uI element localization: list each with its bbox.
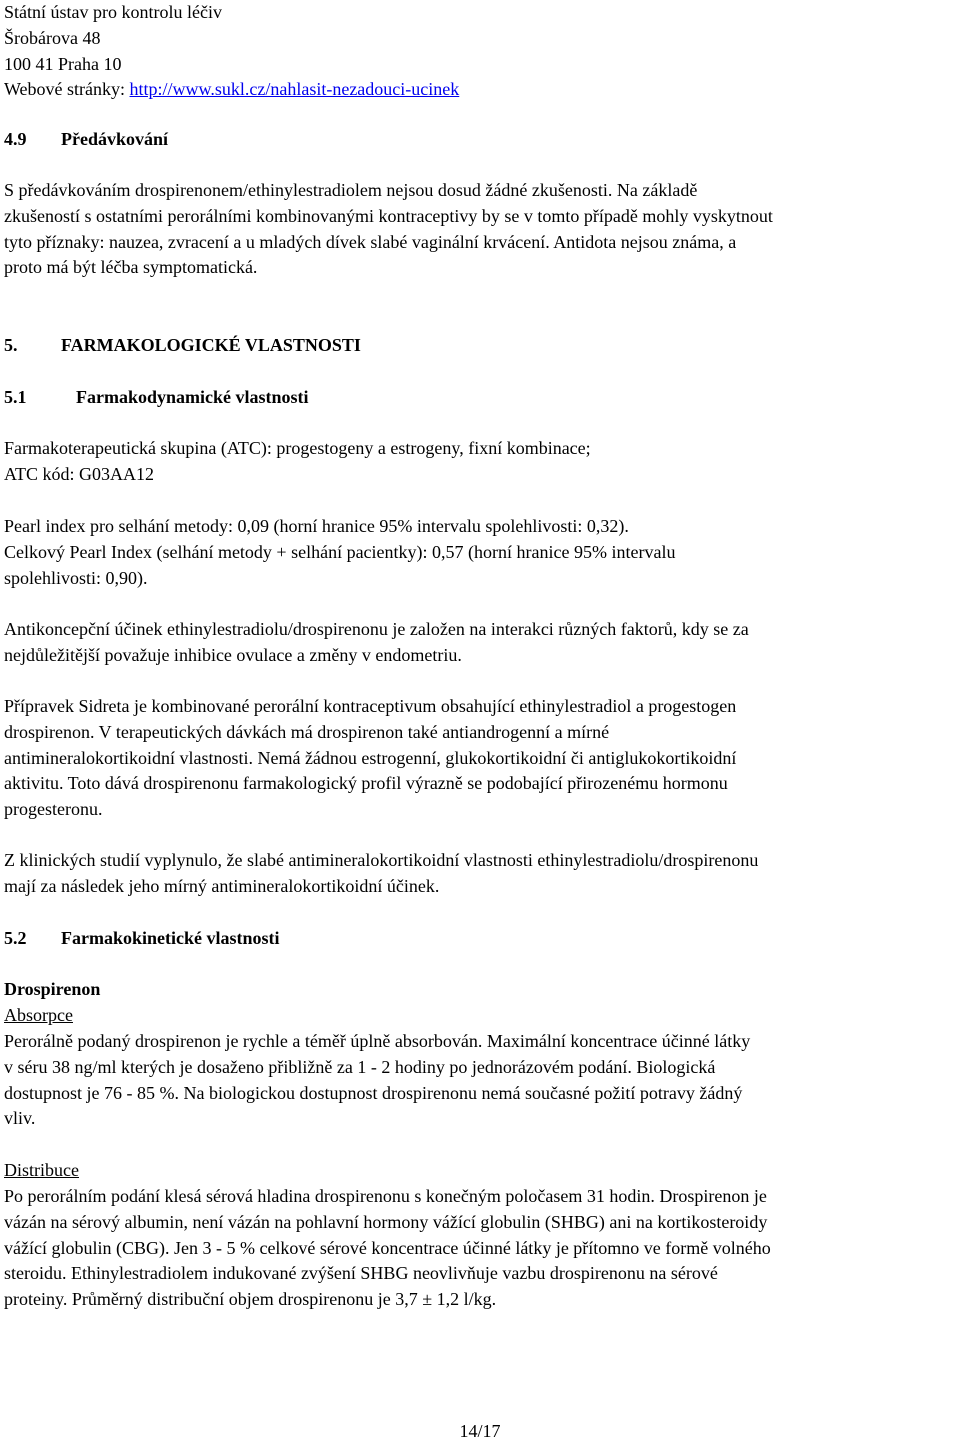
- text-line: zkušeností s ostatními perorálními kombinovanými kontraceptivy by se v tomto případě mohly vyskytnout: [4, 205, 773, 226]
- text-line: vázán na sérový albumin, není vázán na pohlavní hormony vážící globulin (SHBG) ani na kortikosteroidy: [4, 1211, 768, 1232]
- address-line: 100 41 Praha 10: [4, 53, 122, 74]
- text-line: Pearl index pro selhání metody: 0,09 (horní hranice 95% intervalu spolehlivosti: 0,32).: [4, 516, 629, 536]
- text-line: Farmakoterapeutická skupina (ATC): progestogeny a estrogeny, fixní kombinace;: [4, 438, 591, 458]
- section-5-2-heading: [4, 926, 280, 952]
- distribuce-heading: Distribuce: [4, 1160, 79, 1180]
- web-label: Webové stránky:: [4, 79, 130, 100]
- section-4-9-body: [4, 178, 773, 281]
- mechanism-paragraph: [4, 617, 749, 669]
- section-5-heading: [4, 333, 361, 359]
- text-line: proto má být léčba symptomatická.: [4, 257, 258, 278]
- pearl-index-paragraph: [4, 514, 675, 591]
- address-line: Šrobárova 48: [4, 27, 101, 48]
- absorpce-heading: Absorpce: [4, 1005, 73, 1025]
- text-line: aktivitu. Toto dává drospirenonu farmakologický profil výrazně se podobající přirozenému hormonu: [4, 773, 728, 794]
- text-line: dostupnost je 76 - 85 %. Na biologickou dostupnost drospirenonu nemá současné požití potravy žádný: [4, 1082, 743, 1103]
- text-line: antimineralokortikoidní vlastnosti. Nemá žádnou estrogenní, glukokortikoidní či antiglukokortikoidní: [4, 747, 737, 768]
- text-line: steroidu. Ethinylestradiolem indukované zvýšení SHBG neovlivňuje vazbu drospirenonu na sérové: [4, 1263, 718, 1284]
- section-number: 5.2: [4, 928, 27, 948]
- text-line: Celkový Pearl Index (selhání metody + selhání pacientky): 0,57 (horní hranice 95% intervalu: [4, 541, 676, 562]
- text-line: drospirenon. V terapeutických dávkách má drospirenon také antiandrogenní a mírné: [4, 721, 610, 742]
- text-line: Perorálně podaný drospirenon je rychle a téměř úplně absorbován. Maximální koncentrace účinné látky: [4, 1031, 751, 1051]
- text-line: Přípravek Sidreta je kombinované perorální kontraceptivum obsahující ethinylestradiol a progestogen: [4, 696, 737, 716]
- section-number: 5.: [4, 335, 18, 355]
- page-number: 14/17: [459, 1421, 501, 1441]
- subject-heading: Drospirenon: [4, 979, 101, 999]
- section-number: 5.1: [4, 387, 27, 407]
- section-title: Farmakodynamické vlastnosti: [76, 387, 309, 407]
- section-title: Farmakokinetické vlastnosti: [61, 928, 280, 948]
- section-4-9-heading: [4, 127, 168, 153]
- text-line: ATC kód: G03AA12: [4, 463, 155, 484]
- text-line: Antikoncepční účinek ethinylestradiolu/drospirenonu je založen na interakci různých faktorů, kdy se za: [4, 619, 749, 639]
- section-number: 4.9: [4, 129, 27, 149]
- text-line: mají za následek jeho mírný antimineralokortikoidní účinek.: [4, 875, 440, 896]
- text-line: progesteronu.: [4, 799, 103, 820]
- text-line: spolehlivosti: 0,90).: [4, 567, 148, 588]
- text-line: nejdůležitější považuje inhibice ovulace a změny v endometriu.: [4, 644, 462, 665]
- section-5-1-heading: [4, 385, 309, 411]
- text-line: Po perorálním podání klesá sérová hladina drospirenonu s konečným poločasem 31 hodin. Drospirenon je: [4, 1186, 767, 1206]
- product-paragraph: [4, 694, 736, 823]
- section-title: FARMAKOLOGICKÉ VLASTNOSTI: [61, 335, 361, 355]
- text-line: S předávkováním drospirenonem/ethinylestradiolem nejsou dosud žádné zkušenosti. Na základě: [4, 180, 698, 200]
- atc-paragraph: [4, 436, 591, 488]
- address-block: [4, 0, 459, 103]
- text-line: proteiny. Průměrný distribuční objem drospirenonu je 3,7 ± 1,2 l/kg.: [4, 1289, 497, 1310]
- clinical-paragraph: [4, 848, 758, 900]
- address-line: Státní ústav pro kontrolu léčiv: [4, 2, 222, 22]
- distribuce-paragraph: [4, 1184, 771, 1313]
- sukl-link[interactable]: http://www.sukl.cz/nahlasit-nezadouci-ucinek: [129, 79, 460, 100]
- text-line: vážící globulin (CBG). Jen 3 - 5 % celkové sérové koncentrace účinné látky je přítomno ve formě volného: [4, 1237, 771, 1258]
- text-line: tyto příznaky: nauzea, zvracení a u mladých dívek slabé vaginální krvácení. Antidota nejsou známa, a: [4, 231, 737, 252]
- text-line: vliv.: [4, 1108, 36, 1129]
- web-line: [4, 77, 459, 103]
- section-title: Předávkování: [61, 129, 169, 149]
- absorpce-paragraph: [4, 1029, 750, 1132]
- text-line: v séru 38 ng/ml kterých je dosaženo přibližně za 1 - 2 hodiny po jednorázovém podání. Biologická: [4, 1056, 716, 1077]
- text-line: Z klinických studií vyplynulo, že slabé antimineralokortikoidní vlastnosti ethinylestradiolu/drospirenonu: [4, 850, 759, 870]
